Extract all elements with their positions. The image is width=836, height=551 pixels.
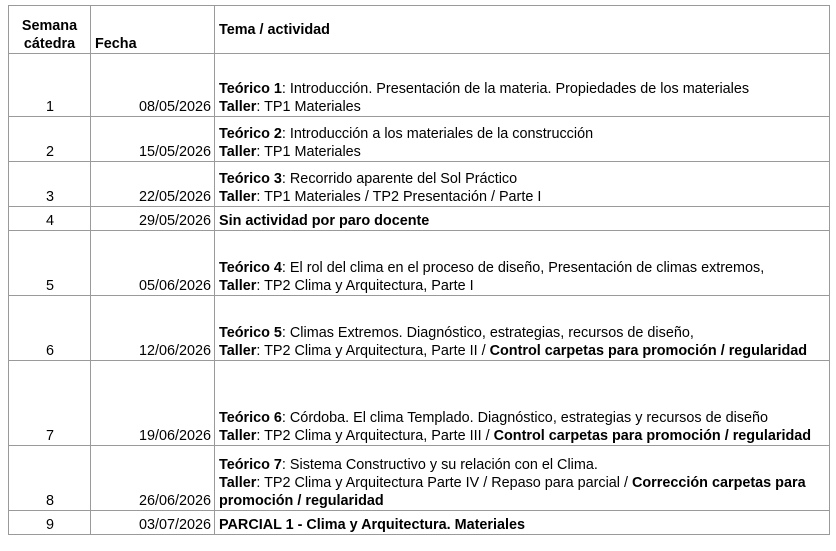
week-date: 22/05/2026 [91,162,215,207]
week-date: 26/06/2026 [91,446,215,511]
topic-label: Taller [219,99,257,115]
topic-emphasis: Control carpetas para promoción / regularidad [493,428,812,444]
topic-line [219,212,826,230]
topic-label: Teórico 3 [219,171,282,187]
table-row [9,361,830,446]
topic-line [219,342,826,360]
topic-text: : El rol del clima en el proceso de diseño, Presentación de climas extremos, [281,260,765,276]
table-row [9,296,830,361]
topic-text: : TP2 Clima y Arquitectura, Parte III / [256,428,494,444]
week-number: 4 [9,207,91,231]
topic-line [219,409,826,427]
topic-label: Taller [219,475,257,491]
topic-label: Teórico 2 [219,126,282,142]
topic-text: : Introducción a los materiales de la construcción [281,126,594,142]
week-date: 19/06/2026 [91,361,215,446]
topic-label: Teórico 6 [219,410,282,426]
topic-cell [215,361,830,446]
topic-label: Teórico 1 [219,81,282,97]
topic-label: Teórico 4 [219,260,282,276]
table-row [9,207,830,231]
table-row [9,162,830,207]
table-row [9,54,830,117]
topic-text: : TP1 Materiales [256,144,361,160]
topic-label: PARCIAL 1 - Clima y Arquitectura. Materiales [219,517,526,533]
schedule-table [8,5,830,535]
topic-label: Taller [219,278,257,294]
topic-cell [215,117,830,162]
week-date: 03/07/2026 [91,511,215,535]
topic-text: : TP2 Clima y Arquitectura Parte IV / Repaso para parcial / [256,475,632,491]
week-date: 15/05/2026 [91,117,215,162]
table-row [9,446,830,511]
topic-line [219,474,826,510]
week-number: 8 [9,446,91,511]
table-row [9,511,830,535]
topic-line [219,324,826,342]
topic-cell [215,511,830,535]
topic-emphasis: Control carpetas para promoción / regularidad [489,343,808,359]
topic-line [219,259,826,277]
topic-line [219,170,826,188]
topic-line [219,516,826,534]
week-number: 7 [9,361,91,446]
topic-line [219,143,826,161]
topic-cell [215,54,830,117]
topic-line [219,456,826,474]
header-fecha: Fecha [91,6,215,54]
topic-text: : Córdoba. El clima Templado. Diagnóstico, estrategias y recursos de diseño [281,410,768,426]
week-date: 08/05/2026 [91,54,215,117]
topic-text: : TP1 Materiales / TP2 Presentación / Parte I [256,189,542,205]
topic-text: : Climas Extremos. Diagnóstico, estrategias, recursos de diseño, [281,325,694,341]
topic-label: Taller [219,343,257,359]
topic-line [219,98,826,116]
table-row [9,231,830,296]
topic-cell [215,162,830,207]
topic-text: : TP2 Clima y Arquitectura, Parte II / [256,343,490,359]
topic-label: Taller [219,428,257,444]
header-semana-line2: cátedra [23,36,76,52]
week-number: 5 [9,231,91,296]
week-number: 9 [9,511,91,535]
topic-cell [215,231,830,296]
week-number: 1 [9,54,91,117]
topic-label: Sin actividad por paro docente [219,213,430,229]
topic-line [219,277,826,295]
topic-line [219,80,826,98]
topic-text: : Recorrido aparente del Sol Práctico [281,171,518,187]
header-semana-line1: Semana [21,18,78,34]
week-date: 05/06/2026 [91,231,215,296]
header-tema: Tema / actividad [215,6,830,54]
topic-text: : Introducción. Presentación de la materia. Propiedades de los materiales [281,81,750,97]
topic-line [219,427,826,445]
topic-text: : TP2 Clima y Arquitectura, Parte I [256,278,474,294]
topic-text: : Sistema Constructivo y su relación con el Clima. [281,457,598,473]
topic-cell [215,446,830,511]
week-date: 12/06/2026 [91,296,215,361]
week-number: 3 [9,162,91,207]
header-semana [9,6,91,54]
header-row [9,6,830,54]
topic-emphasis: Corrección carpetas para promoción / regularidad [219,475,806,509]
topic-label: Taller [219,189,257,205]
topic-label: Taller [219,144,257,160]
table-row [9,117,830,162]
week-number: 6 [9,296,91,361]
week-date: 29/05/2026 [91,207,215,231]
topic-label: Teórico 5 [219,325,282,341]
topic-label: Teórico 7 [219,457,282,473]
topic-line [219,125,826,143]
topic-cell [215,296,830,361]
topic-text: : TP1 Materiales [256,99,361,115]
topic-line [219,188,826,206]
topic-cell [215,207,830,231]
week-number: 2 [9,117,91,162]
